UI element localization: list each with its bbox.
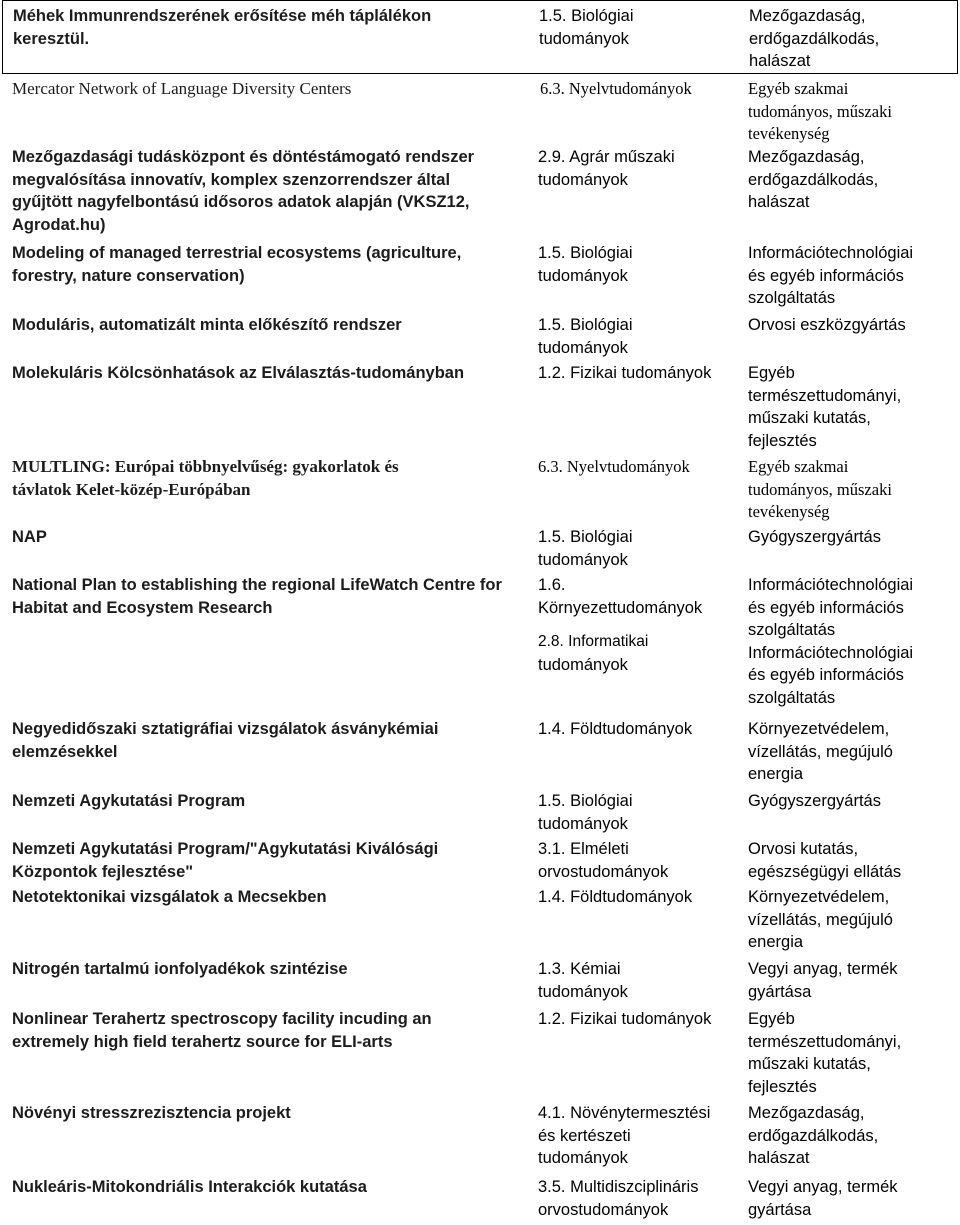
project-title: Mercator Network of Language Diversity Centers	[12, 79, 352, 98]
table-row	[0, 522, 960, 572]
science-field: 3.1. Elméleti orvostudományok	[538, 840, 669, 881]
science-field: 1.3. Kémiai tudományok	[538, 960, 628, 1001]
industry-sector: Egyéb szakmai tudományos, műszaki tevékenység	[748, 457, 892, 522]
science-field: 1.4. Földtudományok	[538, 720, 693, 738]
science-field-secondary: 2.8. Informatikai	[538, 633, 649, 651]
science-field: 1.5. Biológiai tudományok	[539, 7, 634, 48]
table-row	[0, 1098, 960, 1174]
industry-sector: Egyéb természettudományi, műszaki kutatás, fejlesztés	[748, 1010, 902, 1096]
project-title: Nemzeti Agykutatási Program/"Agykutatási Kiválósági Központok fejlesztése"	[12, 840, 439, 881]
industry-sector: Mezőgazdaság, erdőgazdálkodás, halászat	[748, 148, 879, 212]
project-title: MULTLING: Európai többnyelvűség: gyakorlatok és távlatok Kelet-közép-Európában	[12, 457, 399, 499]
table-row	[0, 74, 960, 144]
science-field: 3.5. Multidiszciplináris orvostudományok	[538, 1178, 699, 1219]
project-title: National Plan to establishing the regional LifeWatch Centre for Habitat and Ecosystem Research	[12, 576, 502, 617]
industry-sector: Orvosi eszközgyártás	[748, 316, 906, 334]
science-field: 6.3. Nyelvtudományok	[540, 79, 692, 98]
science-field: 1.5. Biológiai tudományok	[538, 316, 633, 357]
project-title: Molekuláris Kölcsönhatások az Elválasztás-tudományban	[12, 364, 465, 382]
project-title: Moduláris, automatizált minta előkészítő rendszer	[12, 316, 402, 334]
table-row	[0, 452, 960, 524]
table-row	[0, 358, 960, 454]
project-title: Netotektonikai vizsgálatok a Mecsekben	[12, 888, 327, 906]
project-title: Nitrogén tartalmú ionfolyadékok szintézise	[12, 960, 348, 978]
industry-sector: Egyéb természettudományi, műszaki kutatás, fejlesztés	[748, 364, 902, 450]
table-row	[0, 570, 960, 718]
industry-sector: Gyógyszergyártás	[748, 528, 881, 546]
industry-sector: Környezetvédelem, vízellátás, megújuló energia	[748, 888, 893, 952]
project-title: Méhek Immunrendszerének erősítése méh táplálékon keresztül.	[13, 7, 432, 48]
project-title: NAP	[12, 528, 47, 546]
science-field: 6.3. Nyelvtudományok	[538, 457, 690, 476]
table-row	[0, 142, 960, 240]
table-row	[0, 882, 960, 956]
science-field: 1.4. Földtudományok	[538, 888, 693, 906]
industry-sector: Mezőgazdaság, erdőgazdálkodás, halászat	[748, 1104, 879, 1168]
industry-sector: Orvosi kutatás, egészségügyi ellátás	[748, 840, 902, 881]
table-row	[0, 714, 960, 790]
table-row	[0, 310, 960, 362]
industry-sector: Egyéb szakmai tudományos, műszaki tevékenység	[748, 79, 892, 144]
project-title: Negyedidőszaki sztatigráfiai vizsgálatok ásványkémiai elemzésekkel	[12, 720, 439, 761]
table-row	[2, 0, 958, 74]
table-row	[0, 834, 960, 884]
table-row	[0, 1004, 960, 1100]
science-field: 1.2. Fizikai tudományok	[538, 1010, 712, 1028]
project-title: Modeling of managed terrestrial ecosystems (agriculture, forestry, nature conservation)	[12, 244, 462, 285]
project-title: Nemzeti Agykutatási Program	[12, 792, 246, 810]
project-title: Növényi stresszrezisztencia projekt	[12, 1104, 291, 1122]
industry-sector: Információtechnológiai és egyéb információs szolgáltatás Információtechnológiai és egyéb információs szolgáltatás	[748, 576, 914, 707]
industry-sector: Vegyi anyag, termék gyártása	[748, 1178, 898, 1219]
science-field: 4.1. Növénytermesztési és kertészeti tudományok	[538, 1104, 711, 1168]
science-field: 1.2. Fizikai tudományok	[538, 364, 712, 382]
project-title: Nukleáris-Mitokondriális Interakciók kutatása	[12, 1178, 367, 1196]
science-field: 1.5. Biológiai tudományok	[538, 244, 633, 285]
industry-sector: Gyógyszergyártás	[748, 792, 881, 810]
table-row	[0, 954, 960, 1006]
project-title: Mezőgazdasági tudásközpont és döntéstámogató rendszer megvalósítása innovatív, komplex szenzorrendszer által gyűjtött nagyfelbontású idősoros adatok alapján (VKSZ12, Agrodat.hu)	[12, 148, 475, 234]
table-row	[0, 238, 960, 312]
science-field: 1.5. Biológiai tudományok	[538, 528, 633, 569]
industry-sector: Mezőgazdaság, erdőgazdálkodás, halászat	[749, 7, 880, 71]
industry-sector: Vegyi anyag, termék gyártása	[748, 960, 898, 1001]
table-row	[0, 1172, 960, 1225]
science-field: 2.9. Agrár műszaki tudományok	[538, 148, 675, 189]
table-row	[0, 786, 960, 836]
science-field: 1.5. Biológiai tudományok	[538, 792, 633, 833]
industry-sector: Környezetvédelem, vízellátás, megújuló energia	[748, 720, 893, 784]
project-title: Nonlinear Terahertz spectroscopy facility incuding an extremely high field terahertz source for ELI-arts	[12, 1010, 432, 1051]
science-field: 1.6. Környezettudományok 2.8. Informatikai tudományok	[538, 574, 738, 676]
industry-sector: Információtechnológiai és egyéb információs szolgáltatás	[748, 244, 914, 308]
